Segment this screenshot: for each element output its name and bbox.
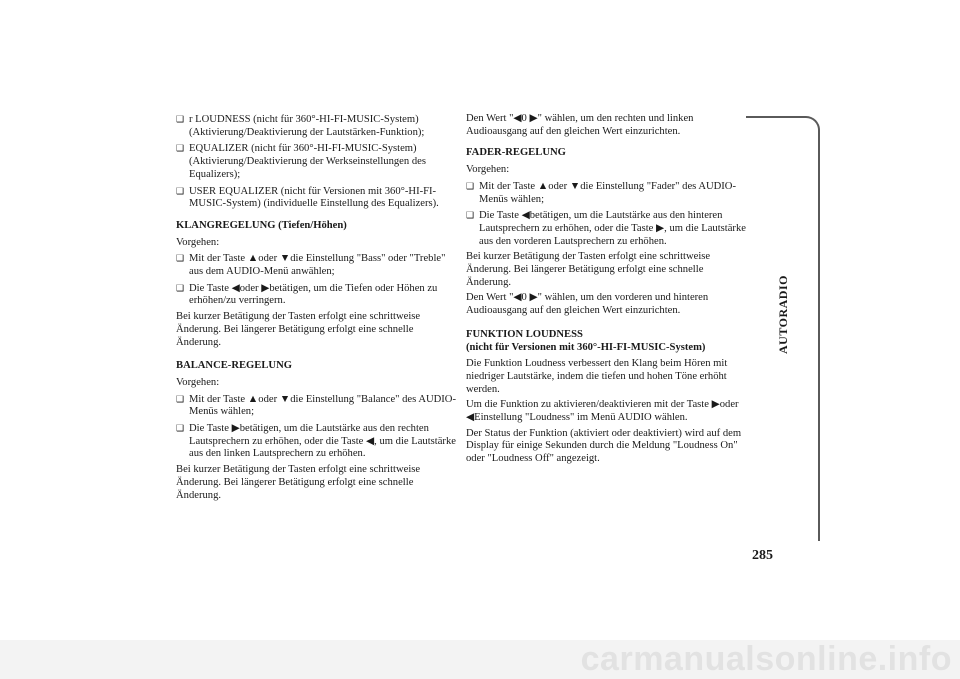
heading-loudness: FUNKTION LOUDNESS [466,328,583,340]
fader-note: Bei kurzer Betätigung der Tasten erfolgt eine schrittweise Änderung. Bei längerer Betätigung erfolgt eine schnelle Änderung. [466,251,711,288]
bullet-loudness: ❑ r LOUDNESS (nicht für 360°-HI-FI-MUSIC-System) (Aktivierung/Deaktivierung der Lautstärken-Funktion); [176,113,456,139]
klang-intro: Vorgehen: [176,236,220,248]
left-column [176,113,456,505]
loudness-status: Der Status der Funktion (aktiviert oder deaktiviert) wird auf dem Display für einige Sekunden durch die Meldung "Loudness On" oder "Loudness Off" angezeigt. [466,427,742,465]
bullet-equalizer: ❑ EQUALIZER (nicht für 360°-HI-FI-MUSIC-System) (Aktivierung/Deaktivierung der Werkseinstellungen des Equalizers); [176,142,456,181]
balance-step-1: ❑ Mit der Taste ▲oder ▼die Einstellung "Balance" des AUDIO-Menüs wählen; [176,393,456,419]
fader-step-1: ❑ Mit der Taste ▲oder ▼die Einstellung "Fader" des AUDIO-Menüs wählen; [466,180,746,206]
balance-zero-note: Den Wert "◀0 ▶" wählen, um den rechten und linken Audioausgang auf den gleichen Wert einzurichten. [466,113,694,137]
klang-step-1: ❑ Mit der Taste ▲oder ▼die Einstellung "Bass" oder "Treble" aus dem AUDIO-Menü anwählen; [176,252,456,278]
section-label-text: AUTORADIO [775,274,790,354]
watermark-bar [0,640,960,679]
section-tab-label [748,264,818,364]
balance-note: Bei kurzer Betätigung der Tasten erfolgt eine schrittweise Änderung. Bei längerer Betätigung erfolgt eine schnelle Änderung. [176,464,421,501]
fader-zero-note: Den Wert "◀0 ▶" wählen, um den vorderen und hinteren Audioausgang auf den gleichen Wert einzurichten. [466,292,709,317]
heading-klangregelung: KLANGREGELUNG (Tiefen/Höhen) [176,219,347,231]
heading-loudness-sub: (nicht für Versionen mit 360°-HI-FI-MUSIC-System) [466,341,706,353]
page-number: 285 [752,548,773,563]
heading-balance: BALANCE-REGELUNG [176,360,292,372]
loudness-desc: Die Funktion Loudness verbessert den Klang beim Hören mit niedriger Lautstärke, indem die tiefen und hohen Töne erhöht werden. [466,358,728,395]
balance-intro: Vorgehen: [176,376,220,388]
fader-intro: Vorgehen: [466,164,510,176]
watermark-text: carmanualsonline.info [580,640,952,678]
bullet-user-equalizer: ❑ USER EQUALIZER (nicht für Versionen mit 360°-HI-FI-MUSIC-System) (individuelle Einstellung des Equalizers). [176,185,456,211]
loudness-activate: Um die Funktion zu aktivieren/deaktivieren mit der Taste ▶oder ◀Einstellung "Loudness" im Menü AUDIO wählen. [466,399,739,424]
fader-step-2: ❑ Die Taste ◀betätigen, um die Lautstärke aus den hinteren Lautsprechern zu erhöhen, oder die Taste ▶, um die Lautstärke aus den vorderen Lautsprechern zu erhöhen. [466,209,746,248]
heading-fader: FADER-REGELUNG [466,147,566,159]
klang-note: Bei kurzer Betätigung der Tasten erfolgt eine schrittweise Änderung. Bei längerer Betätigung erfolgt eine schnelle Änderung. [176,311,421,348]
right-column [466,113,746,469]
klang-step-2: ❑ Die Taste ◀oder ▶betätigen, um die Tiefen oder Höhen zu erhöhen/zu verringern. [176,282,456,308]
balance-step-2: ❑ Die Taste ▶betätigen, um die Lautstärke aus den rechten Lautsprechern zu erhöhen, oder die Taste ◀, um die Lautstärke aus den linken Lautsprechern zu erhöhen. [176,422,456,461]
